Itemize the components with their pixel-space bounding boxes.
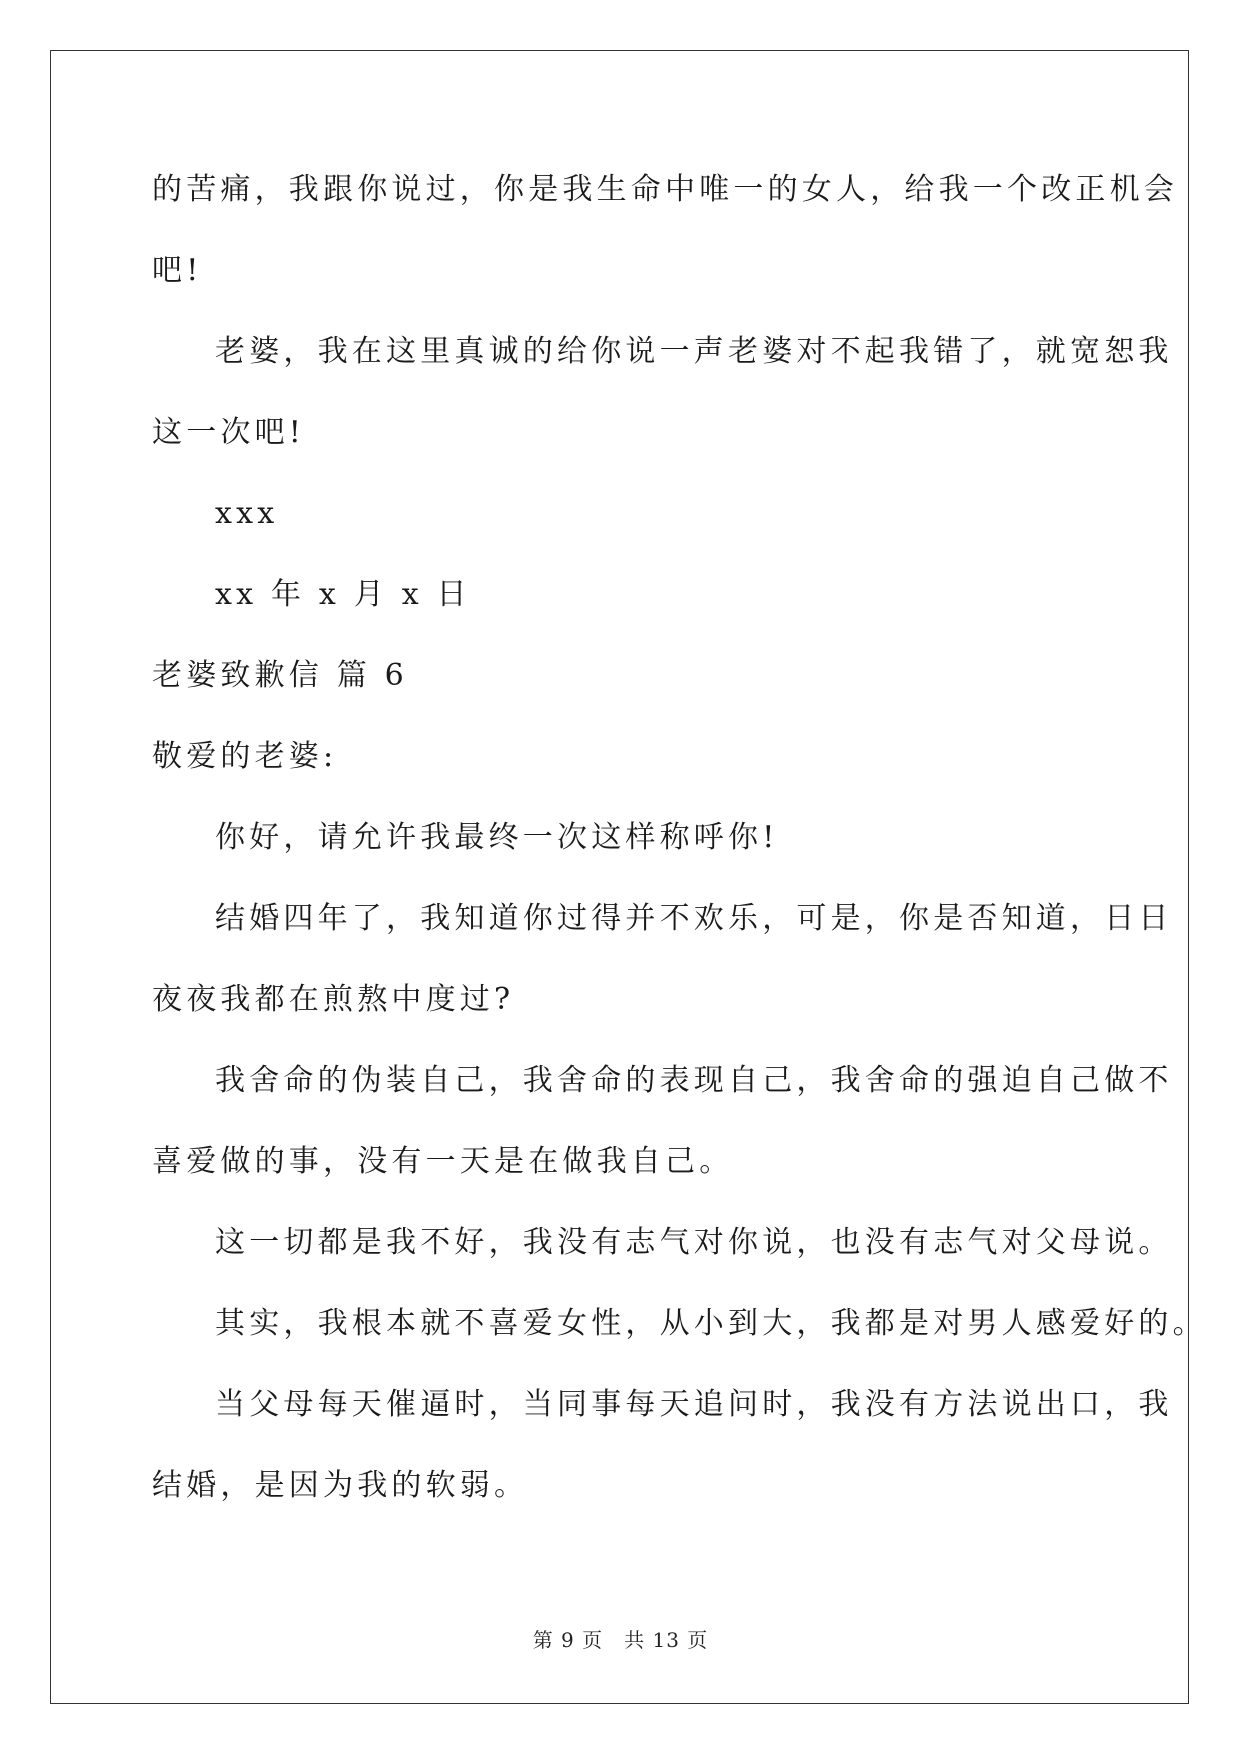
page-number: 第 9 页 共 13 页 bbox=[532, 1628, 709, 1652]
text-line: 你好，请允许我最终一次这样称呼你! bbox=[215, 820, 779, 855]
text-line: 其实，我根本就不喜爱女性，从小到大，我都是对男人感爱好的。 bbox=[215, 1306, 1207, 1341]
text-line: 结婚四年了，我知道你过得并不欢乐，可是，你是否知道，日日 bbox=[215, 901, 1173, 936]
text-line: 喜爱做的事，没有一天是在做我自己。 bbox=[152, 1144, 734, 1179]
text-line: 夜夜我都在煎熬中度过? bbox=[152, 982, 515, 1017]
text-line: 我舍命的伪装自己，我舍命的表现自己，我舍命的强迫自己做不 bbox=[215, 1063, 1173, 1098]
text-line: 这一次吧! bbox=[152, 415, 306, 450]
date-line: xx 年 x 月 x 日 bbox=[215, 577, 471, 612]
text-line: 当父母每天催逼时，当同事每天追问时，我没有方法说出口，我 bbox=[215, 1387, 1173, 1422]
text-line: 老婆，我在这里真诚的给你说一声老婆对不起我错了，就宽恕我 bbox=[215, 334, 1173, 369]
signature: xxx bbox=[215, 496, 279, 531]
text-line: 的苦痛，我跟你说过，你是我生命中唯一的女人，给我一个改正机会 bbox=[152, 172, 1178, 207]
text-line: 这一切都是我不好，我没有志气对你说，也没有志气对父母说。 bbox=[215, 1225, 1173, 1260]
salutation: 敬爱的老婆: bbox=[152, 739, 338, 774]
page-border bbox=[50, 50, 1189, 1704]
text-line: 结婚，是因为我的软弱。 bbox=[152, 1468, 529, 1503]
text-line: 吧! bbox=[152, 253, 203, 288]
section-title: 老婆致歉信 篇 6 bbox=[152, 658, 408, 693]
